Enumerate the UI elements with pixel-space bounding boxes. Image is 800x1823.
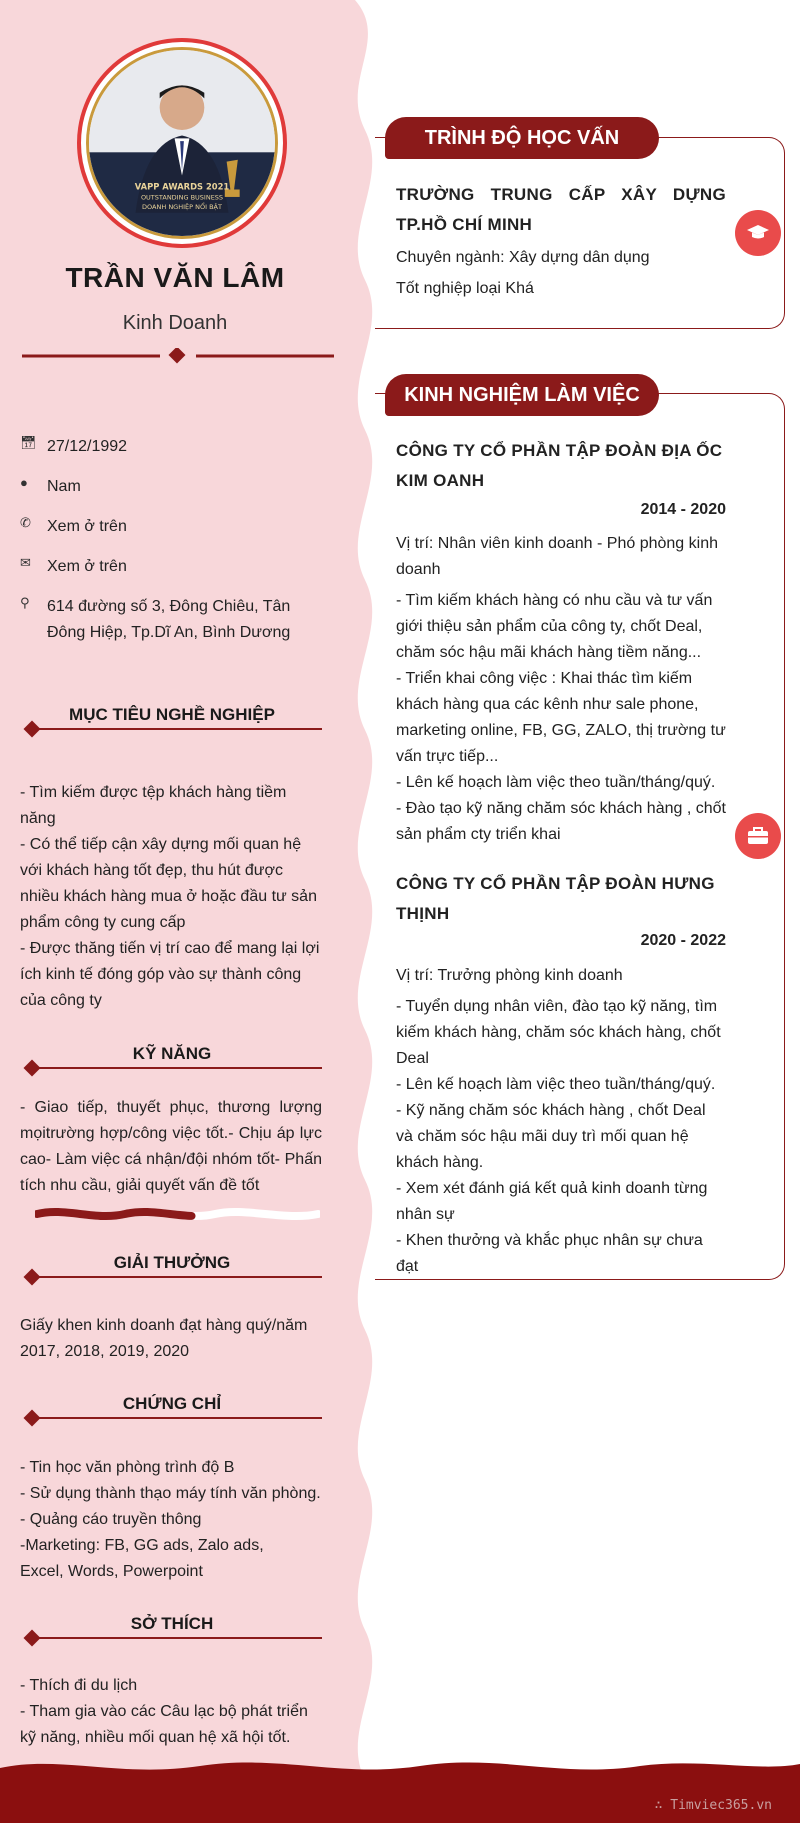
avatar xyxy=(77,38,287,248)
certificates-body: - Tin học văn phòng trình độ B - Sử dụng thành thạo máy tính văn phòng. - Quảng cáo truyền thông -Marketing: FB, GG ads, Zalo ads, Excel, Words, Powerpoint xyxy=(20,1459,321,1580)
job-2-period: 2020 - 2022 xyxy=(640,932,726,949)
education-school: TRƯỜNG TRUNG CẤP XÂY DỰNG TP.HỒ CHÍ MINH xyxy=(396,185,726,234)
avatar-caption-line1: VAPP AWARDS 2021 xyxy=(134,181,230,192)
watermark: ∴ Timviec365.vn xyxy=(654,1798,772,1813)
experience-title: KINH NGHIỆM LÀM VIỆC xyxy=(385,374,659,416)
avatar-caption-line3: DOANH NGHIỆP NỔI BẬT xyxy=(142,203,222,212)
briefcase-icon xyxy=(735,813,781,859)
skills-title: KỸ NĂNG xyxy=(132,1044,212,1063)
hobbies-body: - Thích đi du lịch - Tham gia vào các Câu lạc bộ phát triển kỹ năng, nhiều mối quan hệ xã hội tốt. xyxy=(20,1677,308,1746)
certificates-heading xyxy=(22,1393,322,1423)
calendar-icon: 📅︎ xyxy=(20,435,37,450)
gender-value: Nam xyxy=(47,478,81,495)
user-icon: ● xyxy=(20,475,28,490)
job-1-period: 2014 - 2020 xyxy=(640,501,726,518)
objective-body: - Tìm kiếm được tệp khách hàng tiềm năng - Có thể tiếp cận xây dựng mối quan hệ với khách hàng tốt đẹp, thu hút được nhiều khách hàng mua ở hoặc đầu tư sản phẩm công ty cung cấp - Được thăng tiến vị trí cao để mang lại lợi ích kinh tế đóng góp vào sự thành công của công ty xyxy=(20,784,320,1009)
graduation-cap-icon xyxy=(735,210,781,256)
contact-gender xyxy=(20,474,320,500)
education-major: Chuyên ngành: Xây dựng dân dụng xyxy=(396,249,650,266)
phone-icon: ✆ xyxy=(20,515,31,530)
hobbies-title: SỞ THÍCH xyxy=(130,1614,214,1633)
contact-email xyxy=(20,554,320,580)
certificates-title: CHỨNG CHỈ xyxy=(122,1394,222,1413)
candidate-role: Kinh Doanh xyxy=(122,312,228,334)
phone-value: Xem ở trên xyxy=(47,518,127,535)
job-1-position: Vị trí: Nhân viên kinh doanh - Phó phòng kinh doanh xyxy=(396,535,718,578)
address-value: 614 đường số 3, Đông Chiêu, Tân Đông Hiệp, Tp.Dĩ An, Bình Dương xyxy=(47,598,291,641)
job-2-company: CÔNG TY CỔ PHẦN TẬP ĐOÀN HƯNG THỊNH xyxy=(396,874,715,923)
contact-address xyxy=(20,594,320,646)
contact-phone xyxy=(20,514,320,540)
hobbies-heading xyxy=(22,1613,322,1643)
map-pin-icon: ⚲ xyxy=(20,595,30,610)
contact-birthday xyxy=(20,434,320,460)
job-2-position: Vị trí: Trưởng phòng kinh doanh xyxy=(396,967,623,984)
job-1-description: - Tìm kiếm khách hàng có nhu cầu và tư vấn giới thiệu sản phẩm của công ty, chốt Deal, chăm sóc hậu mãi khách hàng tiềm năng... - Triển khai công việc : Khai thác tìm kiếm khách hàng qua các kênh như sale phone, marketing online, FB, GG, ZALO, thị trường tư vấn trực tiếp... - Lên kế hoạch làm việc theo tuần/tháng/quý. - Đào tạo kỹ năng chăm sóc khách hàng , chốt sản phẩm cty triển khai xyxy=(396,592,726,843)
email-value: Xem ở trên xyxy=(47,558,127,575)
skills-heading xyxy=(22,1043,322,1073)
objective-heading xyxy=(22,704,322,734)
education-grade: Tốt nghiệp loại Khá xyxy=(396,280,534,297)
skill-level-bar xyxy=(35,1205,320,1223)
skills-body: - Giao tiếp, thuyết phục, thương lượng mọitrường hợp/công việc tốt.- Chịu áp lực cao- Làm việc cá nhận/đội nhóm tốt- Phấn tích nhu cầu, giải quyết vấn đề tốt xyxy=(20,1099,322,1194)
awards-title: GIẢI THƯỞNG xyxy=(113,1253,231,1272)
name-divider xyxy=(22,348,334,364)
candidate-name: TRẦN VĂN LÂM xyxy=(65,262,285,293)
avatar-caption-line2: OUTSTANDING BUSINESS xyxy=(140,193,224,202)
awards-heading xyxy=(22,1252,322,1282)
objective-title: MỤC TIÊU NGHỀ NGHIỆP xyxy=(69,705,275,724)
profile-photo xyxy=(89,50,275,236)
birthday-value: 27/12/1992 xyxy=(47,438,128,455)
job-2-description: - Tuyển dụng nhân viên, đào tạo kỹ năng, tìm kiếm khách hàng, chăm sóc khách hàng, chốt Deal - Lên kế hoạch làm việc theo tuần/tháng/quý. - Kỹ năng chăm sóc khách hàng , chốt Deal và chăm sóc hậu mãi duy trì mối quan hệ khách hàng. - Xem xét đánh giá kết quả kinh doanh từng nhân sự - Khen thưởng và khắc phục nhân sự chưa đạt xyxy=(396,998,721,1275)
email-icon: ✉ xyxy=(20,555,31,570)
awards-body: Giấy khen kinh doanh đạt hàng quý/năm 2017, 2018, 2019, 2020 xyxy=(20,1317,308,1360)
job-1-company: CÔNG TY CỔ PHẦN TẬP ĐOÀN ĐỊA ỐC KIM OANH xyxy=(396,441,723,490)
education-title: TRÌNH ĐỘ HỌC VẤN xyxy=(385,117,659,159)
